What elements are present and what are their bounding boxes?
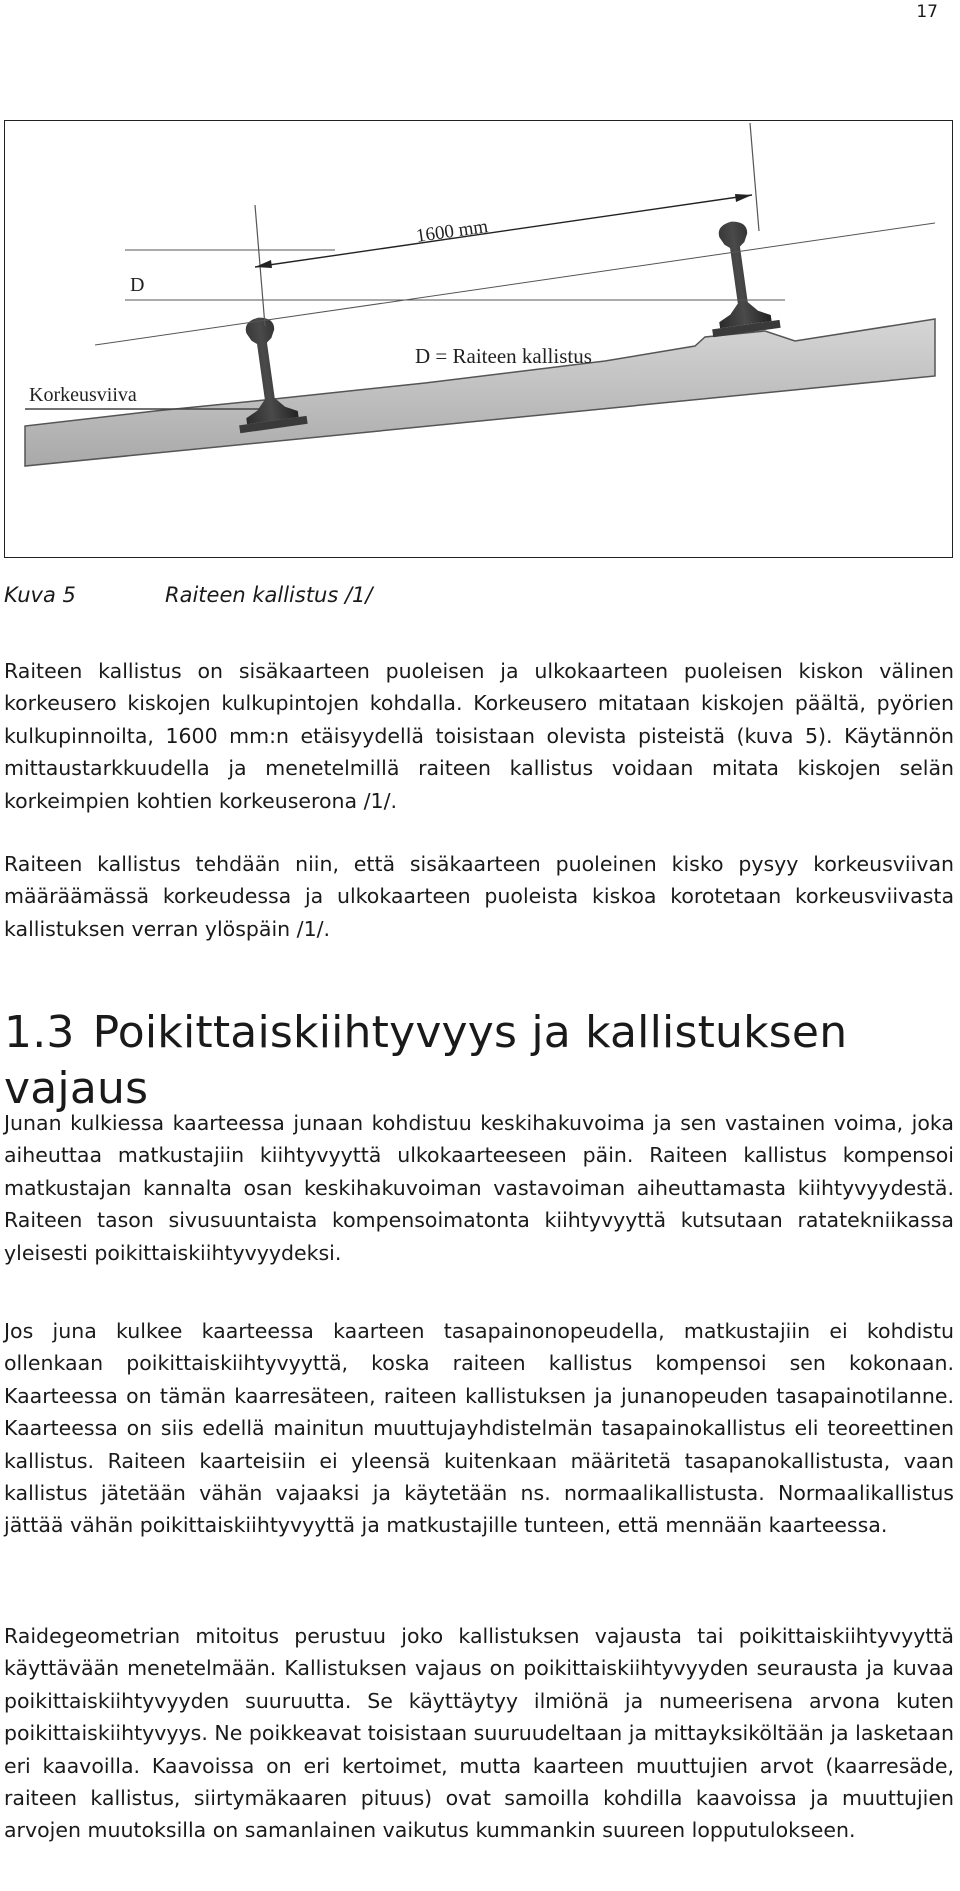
reference-line-right (750, 123, 759, 231)
track-cant-figure (4, 120, 953, 558)
dimension-arrow-right (735, 194, 752, 202)
paragraph-cant-definition: Raiteen kallistus on sisäkaarteen puoleisen ja ulkokaarteen puoleisen kiskon välinen korkeusero kiskojen kulkupintojen kohdalla. Korkeusero mitataan kiskojen päältä, pyörien kulkupinnoilta, 1600 mm:n etäisyydellä toisistaan olevista pisteistä (kuva 5). Käytännön mittaustarkkuudella ja menetelmillä raiteen kallistus voidaan mitata kiskojen selän korkeimpien kohtien korkeuserona /1/. (4, 659, 954, 813)
cant-marker: D (130, 274, 145, 296)
rail-top-line (95, 223, 935, 345)
caption-text: Raiteen kallistus /1/ (165, 583, 373, 607)
ballast-bed (25, 319, 935, 466)
paragraph-cant-execution: Raiteen kallistus tehdään niin, että sisäkaarteen puoleinen kisko pysyy korkeusviivan määräämässä korkeudessa ja ulkokaarteen puoleista kiskoa korotetaan korkeusviivasta kallistuksen verran ylöspäin /1/. (4, 852, 954, 941)
paragraph-equilibrium-cant: Jos juna kulkee kaarteessa kaarteen tasapainonopeudella, matkustajiin ei kohdistu ollenkaan poikittaiskiihtyvyyttä, koska raiteen kallistus kompensoi sen kokonaan. Kaarteessa on tämän kaarresäteen, raiteen kallistuksen ja junanopeuden tasapainotilanne. Kaarteessa on siis edellä mainitun muuttujayhdistelmän tasapainokallistus eli teoreettinen kallistus. Raiteen kaarteisiin ei yleensä kuitenkaan määritetä tasapanokallistusta, vaan kallistus jätetään vähän vajaaksi ja käytetään ns. normaalikallistusta. Normaalikallistus jättää vähän poikittaiskiihtyvyyttä ja matkustajille tunteen, että mennään kaarteessa. (4, 1319, 954, 1538)
right-rail (698, 217, 781, 337)
section-number: 1.3 (4, 1007, 75, 1058)
dimension-line (255, 195, 752, 267)
figure-caption (4, 583, 373, 607)
paragraph-cant-deficiency: Raidegeometrian mitoitus perustuu joko kallistuksen vajausta tai poikittaiskiihtyvyyttä käyttävään menetelmään. Kallistuksen vajaus on poikittaiskiihtyvyyden seurausta ja kuvaa poikittaiskiihtyvyyden suuruutta. Se käyttäytyy ilmiönä ja numeerisena arvona kuten poikittaiskiihtyvyys. Ne poikkeavat toisistaan suuruudeltaan ja mittayksiköltään ja lasketaan eri kaavoilla. Kaavoissa on eri kertoimet, mutta kaarteen muuttujien arvot (kaarresäde, raiteen kallistus, siirtymäkaaren pituus) ovat samoilla kohdilla kaavoissa ja muuttujien arvojen muutoksilla on samanlainen vaikutus kummankin suureen lopputulokseen. (4, 1624, 954, 1843)
height-line-label: Korkeusviiva (29, 384, 137, 406)
track-cant-diagram (5, 121, 951, 556)
dimension-arrow-left (255, 260, 272, 268)
cant-definition-label: D = Raiteen kallistus (415, 344, 592, 368)
section-title: Poikittaiskiihtyvyys ja kallistuksen vajaus (4, 1007, 848, 1114)
section-heading (4, 1005, 960, 1117)
page-number: 17 (916, 2, 938, 22)
caption-number: Kuva 5 (4, 583, 76, 607)
dimension-label: 1600 mm (414, 216, 490, 247)
paragraph-lateral-acceleration: Junan kulkiessa kaarteessa junaan kohdistuu keskihakuvoima ja sen vastainen voima, joka aiheuttaa matkustajiin kiihtyvyyttä ulkokaarteeseen päin. Raiteen kallistus kompensoi matkustajan kannalta osan keskihakuvoiman vastavoiman aiheuttamasta kiihtyvyydestä. Raiteen tason sivusuuntaista kompensoimatonta kiihtyvyyttä kutsutaan ratatekniikassa yleisesti poikittaiskiihtyvyydeksi. (4, 1111, 954, 1265)
